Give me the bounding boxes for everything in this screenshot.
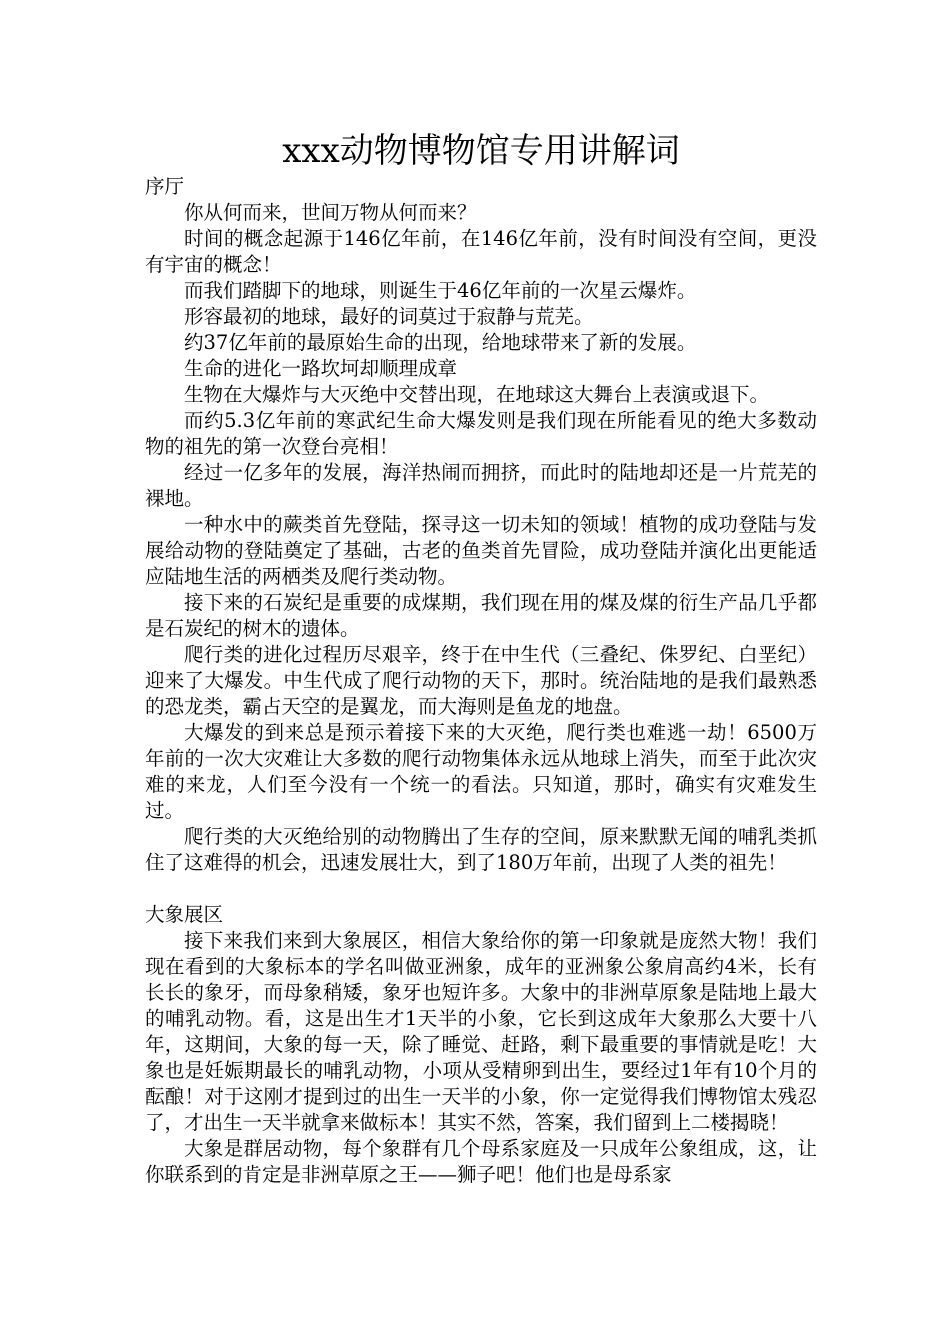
paragraph: 一种水中的蕨类首先登陆，探寻这一切未知的领域！植物的成功登陆与发展给动物的登陆奠定了基础，古老的鱼类首先冒险，成功登陆并演化出更能适应陆地生活的两栖类及爬行类动物。: [145, 513, 817, 588]
paragraph: 时间的概念起源于146亿年前，在146亿年前，没有时间没有空间，更没有宇宙的概念！: [145, 227, 817, 276]
paragraph: 生物在大爆炸与大灭绝中交替出现，在地球这大舞台上表演或退下。: [184, 383, 770, 406]
section-heading: 序厅: [145, 175, 185, 198]
paragraph: 而约5.3亿年前的寒武纪生命大爆发则是我们现在所能看见的绝大多数动物的祖先的第一次登台亮相！: [145, 409, 817, 458]
paragraph: 接下来我们来到大象展区，相信大象给你的第一印象就是庞然大物！我们现在看到的大象标本的学名叫做亚洲象，成年的亚洲象公象肩高约4米，长有长长的象牙，而母象稍矮，象牙也短许多。大象中的非洲草原象是陆地上最大的哺乳动物。看，这是出生才1天半的小象，它长到这成年大象那么大要十八年，这期间，大象的每一天，除了睡觉、赶路，剩下最重要的事情就是吃！大象也是妊娠期最长的哺乳动物，小项从受精卵到出生，要经过1年有10个月的酝酿！对于这刚才提到过的出生一天半的小象，你一定觉得我们博物馆太残忍了，才出生一天半就拿来做标本！其实不然，答案，我们留到上二楼揭晓！: [145, 929, 817, 1134]
paragraph: 经过一亿多年的发展，海洋热闹而拥挤，而此时的陆地却还是一片荒芜的裸地。: [145, 461, 817, 510]
paragraph: 生命的进化一路坎坷却顺理成章: [184, 357, 458, 380]
paragraph: 约37亿年前的最原始生命的出现，给地球带来了新的发展。: [184, 331, 697, 354]
paragraph: 爬行类的进化过程历尽艰辛，终于在中生代（三叠纪、侏罗纪、白垩纪）迎来了大爆发。中生代成了爬行动物的天下，那时。统治陆地的是我们最熟悉的恐龙类，霸占天空的是翼龙，而大海则是鱼龙的地盘。: [145, 643, 817, 718]
document-title: xxx动物博物馆专用讲解词: [282, 131, 680, 171]
paragraph: 爬行类的大灭绝给别的动物腾出了生存的空间，原来默默无闻的哺乳类抓住了这难得的机会，迅速发展壮大，到了180万年前，出现了人类的祖先！: [145, 825, 817, 874]
paragraph: 大象是群居动物，每个象群有几个母系家庭及一只成年公象组成，这，让你联系到的肯定是非洲草原之王——狮子吧！他们也是母系家: [145, 1137, 817, 1186]
paragraph: 形容最初的地球，最好的词莫过于寂静与荒芜。: [184, 305, 594, 328]
paragraph: 而我们踏脚下的地球，则诞生于46亿年前的一次星云爆炸。: [184, 279, 697, 302]
paragraph: 大爆发的到来总是预示着接下来的大灭绝，爬行类也难逃一劫！6500万年前的一次大灾难让大多数的爬行动物集体永远从地球上消失，而至于此次灾难的来龙，人们至今没有一个统一的看法。只知道，那时，确实有灾难发生过。: [145, 721, 817, 822]
section-elephant-exhibit: [145, 902, 817, 1188]
document-page: [145, 128, 817, 1188]
section-spacer: [145, 876, 817, 902]
section-heading: 大象展区: [145, 903, 224, 926]
paragraph: 你从何而来，世间万物从何而来？: [184, 201, 477, 224]
section-intro-hall: [145, 174, 817, 876]
paragraph: 接下来的石炭纪是重要的成煤期，我们现在用的煤及煤的衍生产品几乎都是石炭纪的树木的遗体。: [145, 591, 817, 640]
